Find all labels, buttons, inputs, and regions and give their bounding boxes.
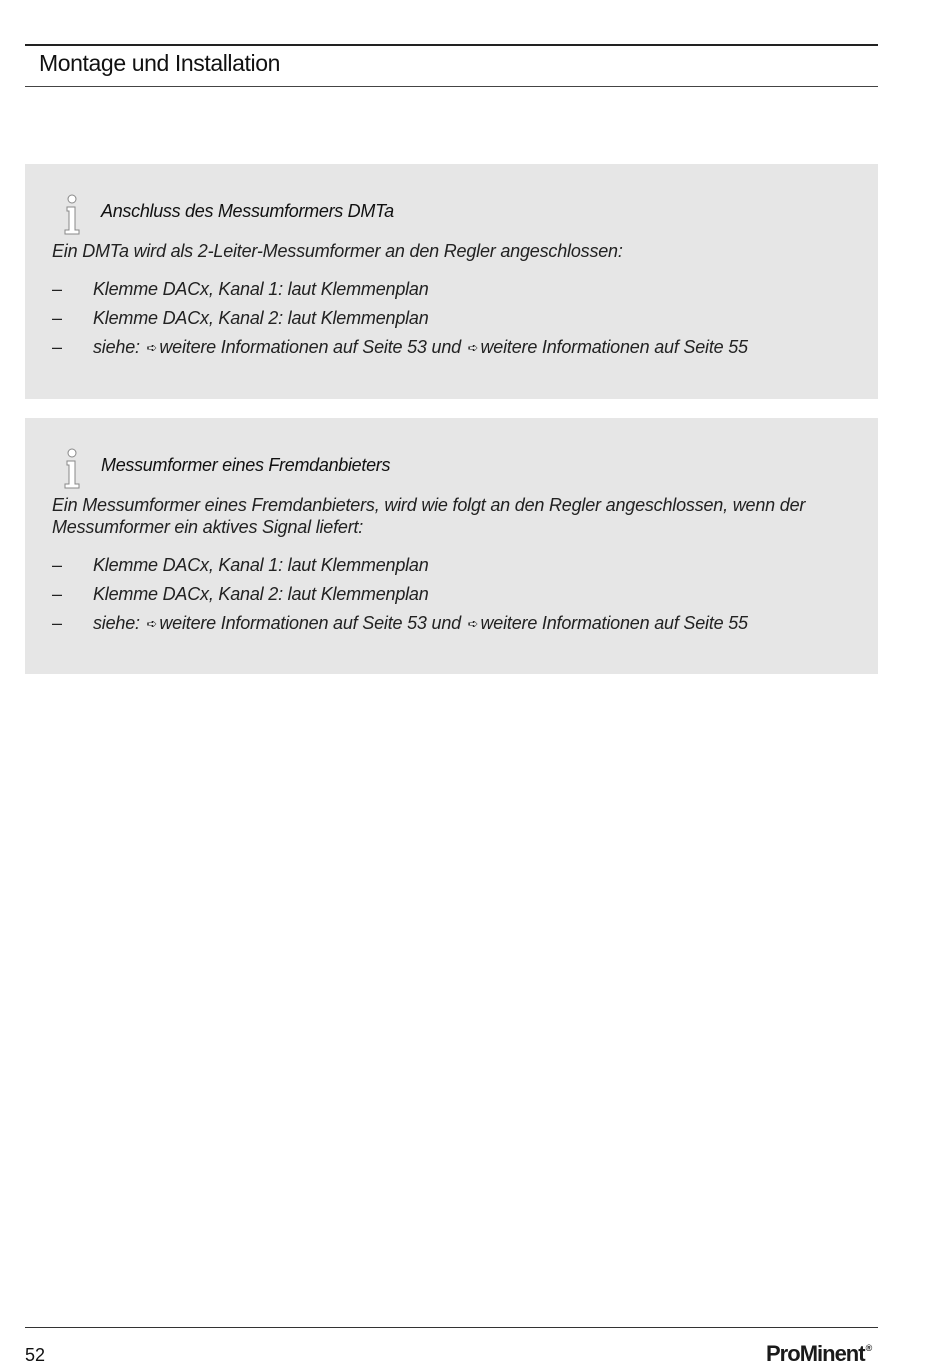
info-icon: [61, 194, 83, 236]
page-53-link[interactable]: weitere Informationen auf Seite 53: [159, 337, 427, 357]
arrow-link-icon: ➪: [146, 616, 158, 631]
note-body: Ein Messumformer eines Fremdanbieters, wird wie folgt an den Regler angeschlossen, wenn der Messumformer ein aktives Signal liefert:: [52, 495, 806, 537]
info-note-dmta: [25, 164, 878, 399]
list-item: [52, 306, 793, 330]
logo-minent: Minent: [799, 1341, 865, 1366]
list-item: [52, 582, 793, 606]
arrow-link-icon: ➪: [146, 340, 158, 355]
ref-prefix: siehe:: [93, 337, 140, 357]
logo-pro: Pro: [766, 1341, 800, 1366]
note-list: [52, 277, 793, 365]
list-item-text: Klemme DACx, Kanal 2: laut Klemmenplan: [93, 308, 429, 328]
logo-registered-mark: ®: [865, 1343, 872, 1353]
list-dash: –: [52, 308, 62, 328]
list-dash: –: [52, 555, 62, 575]
info-note-third-party: [25, 418, 878, 674]
list-dash: –: [52, 613, 62, 633]
list-dash: –: [52, 337, 62, 357]
page-title: Montage und Installation: [39, 50, 281, 76]
page-55-link[interactable]: weitere Informationen auf Seite 55: [480, 613, 748, 633]
page-number: 52: [25, 1345, 46, 1365]
footer-rule: [25, 1327, 878, 1328]
page-55-link[interactable]: weitere Informationen auf Seite 55: [480, 337, 748, 357]
list-item-reference: [52, 335, 793, 360]
page-53-link[interactable]: weitere Informationen auf Seite 53: [159, 613, 427, 633]
list-item-text: Klemme DACx, Kanal 1: laut Klemmenplan: [93, 555, 429, 575]
list-item-text: Klemme DACx, Kanal 1: laut Klemmenplan: [93, 279, 429, 299]
ref-join: und: [431, 613, 461, 633]
ref-prefix: siehe:: [93, 613, 140, 633]
header-rule-bottom: [25, 86, 878, 87]
list-dash: –: [52, 584, 62, 604]
note-body: Ein DMTa wird als 2-Leiter-Messumformer an den Regler angeschlossen:: [52, 241, 623, 261]
header-rule-top: [25, 44, 878, 46]
note-title: Messumformer eines Fremdanbieters: [101, 455, 391, 475]
list-dash: –: [52, 279, 62, 299]
note-list: [52, 553, 793, 641]
note-title: Anschluss des Messumformers DMTa: [101, 201, 394, 221]
arrow-link-icon: ➪: [467, 616, 479, 631]
arrow-link-icon: ➪: [467, 340, 479, 355]
list-item: [52, 553, 793, 577]
prominent-logo: [766, 1341, 871, 1367]
info-icon: [61, 448, 83, 490]
list-item-reference: [52, 611, 793, 636]
list-item-text: Klemme DACx, Kanal 2: laut Klemmenplan: [93, 584, 429, 604]
ref-join: und: [431, 337, 461, 357]
list-item: [52, 277, 793, 301]
